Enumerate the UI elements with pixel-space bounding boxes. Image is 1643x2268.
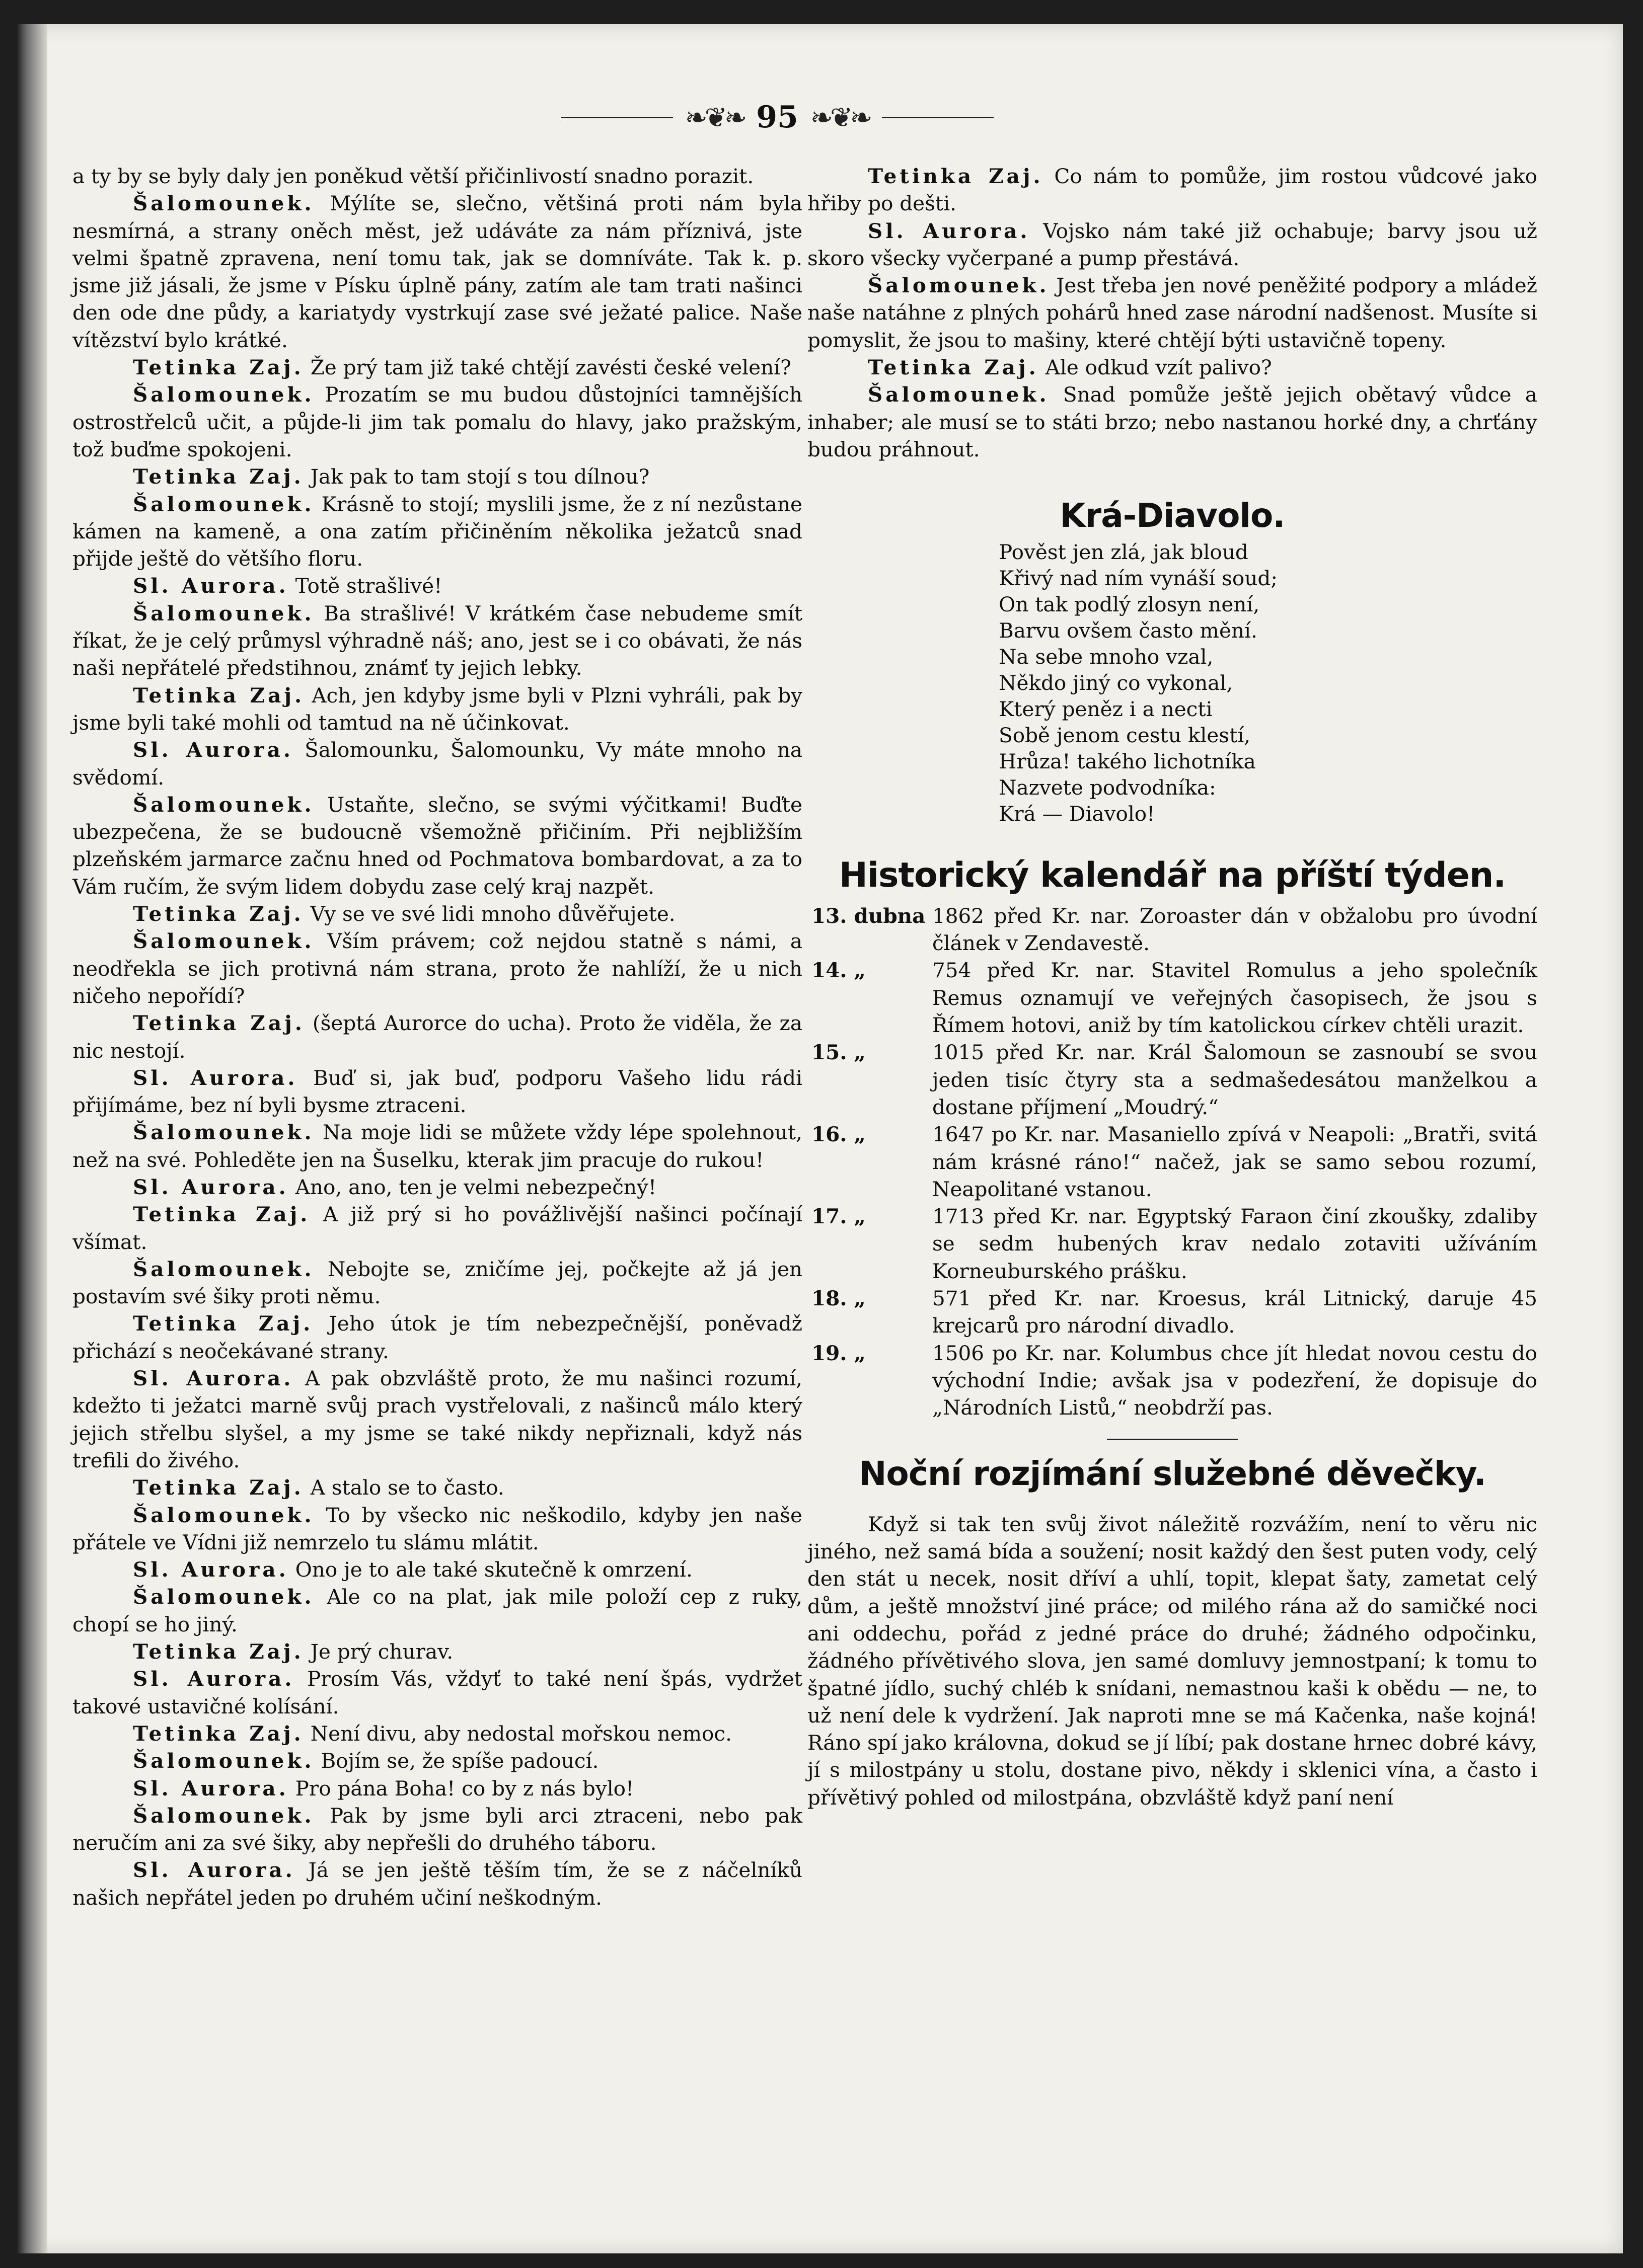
dialogue-text: Ach, jen kdyby jsme byli v Plzni vyhráli, pak by jsme byli také mohli od tamtud na ně účinkovat. bbox=[72, 683, 802, 735]
calendar-row bbox=[807, 957, 1537, 1039]
speaker-name: Sl. Aurora. bbox=[133, 1065, 298, 1090]
speaker-name: Tetinka Zaj. bbox=[133, 1011, 305, 1036]
dialogue-paragraph bbox=[72, 1856, 802, 1911]
dialogue-text: Prozatím se mu budou důstojníci tamnějších ostrostřelců učit, a půjde-li jim tak pomalu do hlavy, jako pražským, tož buďme spokojeni. bbox=[72, 382, 802, 461]
essay-text: Když si tak ten svůj život náležitě rozvážím, není to věru nic jiného, než samá bída a soužení; nosit každý den šest puten vody, celý den stát u necek, nosit dříví a uhlí, topit, klepat šaty, zametat celý dům, a ještě množství jiné práce; od milého rána až do samičké noci ani oddechu, pořád z jedné práce do druhé; žádného odpočinku, žádného přívětivého slova, jen samé domluvy jemnostpaní; k tomu to špatné jídlo, suchý chléb k snídani, nemastnou kaši k obědu — ne, to už není dele k vydržení. Jak naproti mne se má Kačenka, naše kojná! Ráno spí jako královna, dokud se jí líbí; pak dostane hrnec dobré kávy, jí s milostpány u stolu, dostane pivo, někdy i sklenici vína, a často i přívětivý pohled od milostpána, obzvláště když paní není bbox=[807, 1512, 1537, 1810]
dialogue-paragraph bbox=[72, 381, 802, 463]
poem-line: Křivý nad ním vynáší soud; bbox=[999, 566, 1278, 590]
left-column bbox=[72, 163, 802, 1911]
page-number: 95 bbox=[756, 100, 798, 135]
dialogue-paragraph bbox=[72, 1474, 802, 1501]
speaker-name: Tetinka Zaj. bbox=[133, 1202, 311, 1227]
newspaper-page bbox=[17, 24, 1623, 2253]
dialogue-paragraph bbox=[72, 682, 802, 737]
dialogue-paragraph bbox=[807, 381, 1537, 463]
poem-line: Pověst jen zlá, jak bloud bbox=[999, 539, 1248, 564]
calendar-entry: 754 před Kr. nar. Stavitel Romulus a jeho společník Remus oznamují ve veřejných časopisech, že jsou s Římem hotovi, aniž by tím katolickou církev chtěli urazit. bbox=[932, 958, 1537, 1038]
dialogue-text: To by všecko nic neškodilo, kdyby jen naše přátele ve Vídni již nemrzelo tu slámu mlátit. bbox=[72, 1503, 802, 1554]
speaker-name: Šalomounek. bbox=[133, 1257, 315, 1281]
speaker-name: Sl. Aurora. bbox=[133, 1776, 289, 1801]
speaker-name: Sl. Aurora. bbox=[133, 574, 289, 598]
right-column bbox=[807, 163, 1537, 1811]
dialogue-paragraph bbox=[72, 1556, 802, 1583]
dialogue-text: Krásně to stojí; myslili jsme, že z ní nezůstane kámen na kameně, a ona zatím přičiněním několika ježatců snad přijde ještě do většího floru. bbox=[72, 492, 802, 571]
dialogue-text: Jeho útok je tím nebezpečnější, poněvadž přichází s neočekávané strany. bbox=[72, 1311, 802, 1363]
dialogue-paragraph bbox=[72, 1365, 802, 1474]
dialogue-text: Vším právem; což nejdou statně s námi, a neodřekla se jich protivná nám strana, proto že nahlíží, že u nich ničeho nepořídí? bbox=[72, 929, 802, 1008]
dialogue-text: Mýlíte se, slečno, většiná proti nám byla nesmírná, a strany oněch měst, jež udáváte za nám příznivá, jste velmi špatně zpravena, není tomu tak, jak se domníváte. Tak k. p. jsme již jásali, že jsme v Písku úplně pány, zatím ale tam trati našinci den ode dne půdy, a kariatydy vystrkují zase své ježaté palice. Naše vítězství bylo krátké. bbox=[72, 191, 803, 352]
poem-line: Na sebe mnoho vzal, bbox=[999, 644, 1214, 669]
speaker-name: Sl. Aurora. bbox=[133, 1557, 289, 1582]
speaker-name: Tetinka Zaj. bbox=[133, 1311, 314, 1336]
poem-title: Krá-Diavolo. bbox=[1060, 496, 1285, 535]
dialogue-text: Ba strašlivé! V krátkém čase nebudeme smít říkat, že je celý průmysl výhradně náš; ano, jest se i co obávati, že nás naši nepřátelé předstihnou, známť ty jejich lebky. bbox=[72, 601, 802, 680]
dialogue-text: A pak obzvláště proto, že mu našinci rozumí, kdežto ti ježatci marně svůj prach vystřelovali, z našinců málo který jejich střelbu slyšel, a my jsme se také nikdy nepřiznali, když nás trefili do živého. bbox=[72, 1366, 803, 1472]
poem-line: Nazvete podvodníka: bbox=[999, 775, 1216, 800]
calendar-row bbox=[807, 1285, 1537, 1340]
dialogue-paragraph bbox=[72, 1802, 802, 1857]
dialogue-paragraph bbox=[72, 1747, 802, 1774]
speaker-name: Tetinka Zaj. bbox=[133, 464, 304, 489]
calendar-entry: 1713 před Kr. nar. Egyptský Faraon činí zkoušky, zdaliby se sedm hubených krav nedalo zotaviti užíváním Korneuburského prášku. bbox=[932, 1204, 1537, 1283]
calendar-row bbox=[807, 902, 1537, 957]
dialogue-paragraph bbox=[72, 572, 802, 599]
speaker-name: Tetinka Zaj. bbox=[133, 1475, 304, 1500]
calendar-title: Historický kalendář na příští týden. bbox=[839, 855, 1506, 895]
speaker-name: Šalomounek. bbox=[133, 929, 315, 954]
dialogue-paragraph bbox=[72, 354, 802, 381]
speaker-name: Šalomounek. bbox=[133, 1749, 315, 1773]
dialogue-text: Ono je to ale také skutečně k omrzení. bbox=[295, 1557, 693, 1582]
speaker-name: Tetinka Zaj. bbox=[133, 1639, 304, 1664]
speaker-name: Sl. Aurora. bbox=[133, 1858, 295, 1883]
speaker-name: Šalomounek. bbox=[868, 273, 1050, 298]
calendar-row bbox=[807, 1039, 1537, 1121]
dialogue-text: Bojím se, že spíše padoucí. bbox=[321, 1749, 599, 1773]
dialogue-text: Jak pak to tam stojí s tou dílnou? bbox=[310, 464, 650, 489]
speaker-name: Sl. Aurora. bbox=[133, 1366, 294, 1391]
dialogue-text: Ustaňte, slečno, se svými výčitkami! Buďte ubezpečena, že se budoucně všemožně přičiním. Při nejbližším plzeňském jarmarce začnu hned od Pochmatova bombardovat, a za to Vám ručím, že svým lidem dobydu zase celý kraj nazpět. bbox=[72, 792, 802, 899]
dialogue-paragraph bbox=[72, 491, 802, 573]
calendar-date: 17. „ bbox=[811, 1204, 866, 1229]
dialogue-paragraph bbox=[807, 163, 1537, 217]
dialogue-paragraph bbox=[72, 927, 802, 1009]
dialogue-text: Je prý churav. bbox=[310, 1639, 454, 1664]
poem-line: Hrůza! takého lichotníka bbox=[999, 749, 1256, 773]
speaker-name: Šalomounek. bbox=[133, 792, 315, 817]
poem-line: Krá — Diavolo! bbox=[999, 801, 1155, 826]
dialogue-paragraph bbox=[72, 791, 802, 900]
dialogue-text: Já se jen ještě těším tím, že se z náčelníků našich nepřátel jeden po druhém učiní neškodným. bbox=[72, 1858, 803, 1910]
dialogue-text: Vojsko nám také již ochabuje; barvy jsou už skoro všecky vyčerpané a pump přestává. bbox=[807, 218, 1538, 270]
speaker-name: Šalomounek. bbox=[133, 492, 315, 516]
dialogue-text: Šalomounku, Šalomounku, Vy máte mnoho na svědomí. bbox=[72, 738, 803, 790]
page-header bbox=[561, 100, 994, 135]
calendar-date: 19. „ bbox=[811, 1341, 866, 1365]
speaker-name: Šalomounek. bbox=[133, 191, 315, 216]
dialogue-paragraph bbox=[72, 1174, 802, 1201]
dialogue-text: Že prý tam již také chtějí zavésti české velení? bbox=[310, 355, 791, 380]
dialogue-paragraph bbox=[72, 600, 802, 682]
dialogue-text: Co nám to pomůže, jim rostou vůdcové jako hřiby po dešti. bbox=[807, 164, 1537, 216]
dialogue-paragraph bbox=[72, 1009, 802, 1064]
dialogue-text: Ano, ano, ten je velmi nebezpečný! bbox=[295, 1175, 657, 1199]
poem-line: Barvu ovšem často mění. bbox=[999, 618, 1257, 643]
poem-line: Někdo jiný co vykonal, bbox=[999, 670, 1233, 695]
dialogue-text: a ty by se byly daly jen poněkud větší přičinlivostí snadno porazit. bbox=[72, 164, 754, 188]
calendar-row bbox=[807, 1121, 1537, 1203]
calendar-date: 14. „ bbox=[811, 958, 866, 983]
dialogue-paragraph bbox=[807, 217, 1537, 272]
speaker-name: Tetinka Zaj. bbox=[133, 1721, 304, 1746]
dialogue-paragraph bbox=[72, 1064, 802, 1119]
dialogue-paragraph bbox=[807, 354, 1537, 381]
speaker-name: Šalomounek. bbox=[133, 1503, 315, 1527]
dialogue-text: A stalo se to často. bbox=[310, 1475, 504, 1500]
dialogue-text: Nebojte se, zničíme jej, počkejte až já jen postavím své šiky proti němu. bbox=[72, 1257, 802, 1309]
speaker-name: Tetinka Zaj. bbox=[868, 355, 1039, 380]
dialogue-text: Ale odkud vzít palivo? bbox=[1045, 355, 1272, 380]
poem-line: On tak podlý zlosyn není, bbox=[999, 592, 1260, 616]
book-binding bbox=[17, 24, 47, 2253]
dialogue-paragraph bbox=[72, 1638, 802, 1665]
dialogue-text: (šeptá Aurorce do ucha). Proto že viděla, že za nic nestojí. bbox=[72, 1011, 803, 1063]
speaker-name: Šalomounek. bbox=[133, 1803, 315, 1828]
calendar-row bbox=[807, 1340, 1537, 1422]
dialogue-text: Pro pána Boha! co by z nás bylo! bbox=[295, 1776, 634, 1801]
dialogue-paragraph bbox=[72, 1583, 802, 1638]
calendar-entry: 1862 před Kr. nar. Zoroaster dán v obžalobu pro úvodní článek v Zendavestě. bbox=[932, 903, 1537, 956]
dialogue-paragraph bbox=[72, 1502, 802, 1556]
calendar-date: 16. „ bbox=[811, 1122, 866, 1147]
speaker-name: Tetinka Zaj. bbox=[868, 164, 1043, 188]
calendar-entry: 1647 po Kr. nar. Masaniello zpívá v Neapoli: „Bratři, svitá nám krásné ráno!“ načež, jak se samo sebou rozumí, Neapolitané vstanou. bbox=[932, 1122, 1537, 1201]
speaker-name: Šalomounek. bbox=[133, 1120, 315, 1145]
poem-line: Sobě jenom cestu klestí, bbox=[999, 723, 1251, 747]
calendar-entry: 571 před Kr. nar. Kroesus, král Litnický, daruje 45 krejcarů pro národní divadlo. bbox=[932, 1286, 1537, 1338]
dialogue-paragraph bbox=[72, 463, 802, 490]
calendar-date: 15. „ bbox=[811, 1040, 866, 1065]
dialogue-text: Snad pomůže ještě jejich obětavý vůdce a inhaber; ale musí se to státi brzo; nebo nastanou horké dny, a chrťány budou práhnout. bbox=[807, 382, 1537, 461]
calendar-date: 13. dubna bbox=[811, 903, 926, 928]
dialogue-paragraph bbox=[72, 900, 802, 927]
dialogue-paragraph bbox=[807, 272, 1537, 354]
speaker-name: Šalomounek. bbox=[868, 382, 1050, 407]
dialogue-paragraph bbox=[72, 1201, 802, 1256]
ornament-right-icon: ❧❦❧ bbox=[810, 101, 870, 133]
dialogue-paragraph bbox=[72, 1310, 802, 1365]
speaker-name: Šalomounek. bbox=[133, 1585, 315, 1609]
dialogue-paragraph bbox=[72, 1119, 802, 1174]
calendar-entry: 1015 před Kr. nar. Král Šalomoun se zasnoubí se svou jeden tisíc čtyry sta a sedmašedesátou manželkou a dostane příjmení „Moudrý.“ bbox=[932, 1040, 1537, 1119]
calendar-entry: 1506 po Kr. nar. Kolumbus chce jít hledat novou cestu do východní Indie; avšak jsa v podezření, že dopisuje do „Národních Listů,“ neobdrží pas. bbox=[932, 1341, 1537, 1420]
speaker-name: Šalomounek. bbox=[133, 382, 315, 407]
header-rule-right bbox=[882, 117, 994, 118]
speaker-name: Sl. Aurora. bbox=[133, 738, 293, 762]
speaker-name: Sl. Aurora. bbox=[868, 218, 1030, 243]
ornament-left-icon: ❧❦❧ bbox=[685, 101, 744, 133]
speaker-name: Šalomounek. bbox=[133, 601, 315, 625]
dialogue-text: Totě strašlivé! bbox=[295, 574, 442, 598]
dialogue-text: Není divu, aby nedostal mořskou nemoc. bbox=[310, 1721, 732, 1746]
dialogue-text: Pak by jsme byli arci ztraceni, nebo pak neručím ani za své šiky, aby nepřešli do druhého táboru. bbox=[72, 1803, 803, 1855]
header-rule-left bbox=[561, 117, 673, 118]
dialogue-text: A již prý si ho povážlivější našinci počínají všímat. bbox=[72, 1202, 803, 1254]
dialogue-text: Ale co na plat, jak mile položí cep z ruky, chopí se ho jiný. bbox=[72, 1585, 803, 1636]
section-divider bbox=[1107, 1439, 1238, 1440]
dialogue-paragraph bbox=[72, 1665, 802, 1720]
dialogue-text: Na moje lidi se můžete vždy lépe spolehnout, než na své. Pohleděte jen na Šuselku, kterak jim pracuje do rukou! bbox=[72, 1120, 803, 1172]
speaker-name: Tetinka Zaj. bbox=[133, 683, 305, 708]
dialogue-text: Prosím Vás, vždyť to také není špás, vydržet takové ustavičné kolísání. bbox=[72, 1667, 803, 1718]
speaker-name: Tetinka Zaj. bbox=[133, 355, 304, 380]
poem bbox=[999, 539, 1537, 827]
poem-line: Který peněz i a necti bbox=[999, 696, 1213, 721]
dialogue-paragraph bbox=[72, 736, 802, 791]
dialogue-paragraph bbox=[72, 1256, 802, 1310]
dialogue-text: Jest třeba jen nové peněžité podpory a mládež naše natáhne z plných pohárů hned zase národní nadšenost. Musíte si pomyslit, že jsou to mašiny, které chtějí býti ustavičně topeny. bbox=[807, 273, 1538, 352]
speaker-name: Sl. Aurora. bbox=[133, 1667, 295, 1691]
calendar-date: 18. „ bbox=[811, 1286, 866, 1311]
calendar-list bbox=[807, 902, 1537, 1422]
dialogue-text: Vy se ve své lidi mnoho důvěřujete. bbox=[310, 902, 676, 926]
essay-title: Noční rozjímání služebné děvečky. bbox=[859, 1454, 1486, 1493]
dialogue-paragraph bbox=[72, 163, 802, 190]
speaker-name: Tetinka Zaj. bbox=[133, 902, 304, 926]
dialogue-paragraph bbox=[72, 190, 802, 354]
calendar-row bbox=[807, 1203, 1537, 1285]
dialogue-paragraph bbox=[72, 1775, 802, 1802]
speaker-name: Sl. Aurora. bbox=[133, 1175, 289, 1199]
dialogue-text: Buď si, jak buď, podporu Vašeho lidu rádi přijímáme, bez ní byli bysme ztraceni. bbox=[72, 1065, 803, 1118]
right-dialogue bbox=[807, 163, 1537, 463]
dialogue-paragraph bbox=[72, 1720, 802, 1747]
